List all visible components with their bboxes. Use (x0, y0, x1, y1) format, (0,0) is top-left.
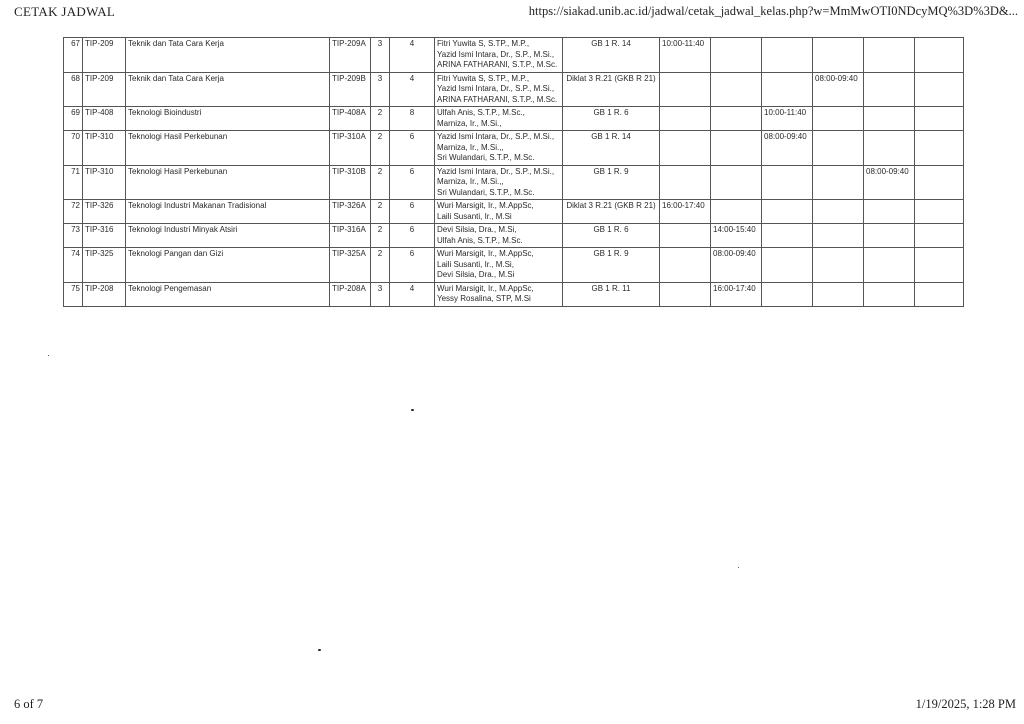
semester: 6 (390, 224, 435, 248)
time-slot (915, 200, 964, 224)
page-title: CETAK JADWAL (14, 4, 116, 19)
table-row (64, 200, 964, 224)
time-slot (762, 248, 813, 283)
row-number: 74 (64, 248, 83, 283)
lecturer-name: Yazid Ismi Intara, Dr., S.P., M.Si., (437, 166, 555, 176)
lecturers (435, 38, 563, 73)
lecturer-name: Yazid Ismi Intara, Dr., S.P., M.Si., (437, 49, 555, 59)
course-name: Teknologi Bioindustri (126, 107, 330, 131)
time-slot (864, 131, 915, 166)
lecturer-name: Laili Susanti, Ir., M.Si, (437, 259, 514, 269)
credits: 2 (371, 165, 390, 200)
time-slot (864, 38, 915, 73)
scan-speck (48, 355, 49, 356)
time-slot: 16:00-17:40 (660, 200, 711, 224)
time-slot (711, 72, 762, 107)
table-row (64, 224, 964, 248)
course-code: TIP-310 (83, 131, 126, 166)
time-slot: 16:00-17:40 (711, 282, 762, 306)
lecturer-name: Wuri Marsigit, Ir., M.AppSc, (437, 283, 534, 293)
time-slot (660, 107, 711, 131)
time-slot (813, 224, 864, 248)
class-code: TIP-209A (330, 38, 371, 73)
room: GB 1 R. 6 (563, 107, 660, 131)
lecturer-name: Yessy Rosalina, STP, M.Si (437, 294, 531, 303)
course-name: Teknologi Pengemasan (126, 282, 330, 306)
course-name: Teknologi Hasil Perkebunan (126, 131, 330, 166)
room: GB 1 R. 9 (563, 165, 660, 200)
semester: 6 (390, 248, 435, 283)
time-slot (813, 248, 864, 283)
course-code: TIP-310 (83, 165, 126, 200)
room: Diklat 3 R.21 (GKB R 21) (563, 72, 660, 107)
class-code: TIP-325A (330, 248, 371, 283)
time-slot (660, 248, 711, 283)
time-slot (813, 282, 864, 306)
lecturer-name: Marniza, Ir., M.Si.,, (437, 142, 504, 152)
time-slot (660, 165, 711, 200)
lecturer-name: Marniza, Ir., M.Si.,, (437, 177, 504, 186)
credits: 2 (371, 200, 390, 224)
row-number: 71 (64, 165, 83, 200)
credits: 2 (371, 107, 390, 131)
room: GB 1 R. 11 (563, 282, 660, 306)
table-row (64, 72, 964, 107)
print-datetime: 1/19/2025, 1:28 PM (915, 697, 1016, 711)
room: GB 1 R. 6 (563, 224, 660, 248)
row-number: 72 (64, 200, 83, 224)
lecturer-name: Ulfah Anis, S.T.P., M.Sc., (437, 108, 525, 117)
time-slot (762, 282, 813, 306)
lecturer-name: Yazid Ismi Intara, Dr., S.P., M.Si., (437, 132, 555, 141)
lecturer-name: Fitri Yuwita S, S.TP., M.P., (437, 73, 530, 83)
time-slot (864, 72, 915, 107)
time-slot (762, 165, 813, 200)
table-row (64, 282, 964, 306)
semester: 6 (390, 131, 435, 166)
time-slot (660, 131, 711, 166)
lecturer-name: Ulfah Anis, S.T.P., M.Sc. (437, 235, 523, 245)
time-slot (864, 248, 915, 283)
time-slot (711, 200, 762, 224)
lecturer-name: Marniza, Ir., M.Si., (437, 118, 502, 128)
time-slot (660, 282, 711, 306)
lecturers (435, 165, 563, 200)
table-row (64, 165, 964, 200)
semester: 6 (390, 200, 435, 224)
time-slot (762, 224, 813, 248)
semester: 4 (390, 38, 435, 73)
time-slot (813, 165, 864, 200)
course-name: Teknologi Industri Makanan Tradisional (126, 200, 330, 224)
course-code: TIP-209 (83, 38, 126, 73)
table-row (64, 38, 964, 73)
lecturer-name: Wuri Marsigit, Ir., M.AppSc, (437, 201, 534, 210)
row-number: 75 (64, 282, 83, 306)
course-code: TIP-208 (83, 282, 126, 306)
lecturers (435, 200, 563, 224)
credits: 2 (371, 224, 390, 248)
time-slot (915, 248, 964, 283)
time-slot: 08:00-09:40 (762, 131, 813, 166)
lecturers (435, 107, 563, 131)
time-slot (813, 200, 864, 224)
row-number: 68 (64, 72, 83, 107)
time-slot (711, 131, 762, 166)
time-slot (660, 224, 711, 248)
time-slot (915, 72, 964, 107)
schedule-table (63, 37, 964, 307)
room: GB 1 R. 14 (563, 38, 660, 73)
time-slot (813, 107, 864, 131)
time-slot (762, 72, 813, 107)
semester: 6 (390, 165, 435, 200)
lecturer-name: Devi Silsia, Dra., M.Si (437, 270, 515, 279)
lecturer-name: Sri Wulandari, S.T.P., M.Sc. (437, 187, 535, 197)
class-code: TIP-209B (330, 72, 371, 107)
lecturer-name: ARINA FATHARANI, S.T.P., M.Sc. (437, 94, 558, 104)
class-code: TIP-408A (330, 107, 371, 131)
time-slot (813, 38, 864, 73)
time-slot: 08:00-09:40 (864, 165, 915, 200)
time-slot (864, 282, 915, 306)
course-name: Teknologi Hasil Perkebunan (126, 165, 330, 200)
class-code: TIP-316A (330, 224, 371, 248)
time-slot: 14:00-15:40 (711, 224, 762, 248)
table-row (64, 131, 964, 166)
time-slot (864, 200, 915, 224)
lecturer-name: Wuri Marsigit, Ir., M.AppSc, (437, 249, 534, 258)
class-code: TIP-310B (330, 165, 371, 200)
lecturer-name: Fitri Yuwita S, S.TP., M.P., (437, 39, 530, 48)
time-slot (915, 282, 964, 306)
time-slot (864, 107, 915, 131)
class-code: TIP-208A (330, 282, 371, 306)
time-slot (711, 107, 762, 131)
lecturer-name: Yazid Ismi Intara, Dr., S.P., M.Si., (437, 84, 555, 93)
page-number: 6 of 7 (14, 697, 44, 711)
time-slot (711, 165, 762, 200)
room: Diklat 3 R.21 (GKB R 21) (563, 200, 660, 224)
time-slot (711, 38, 762, 73)
semester: 4 (390, 72, 435, 107)
class-code: TIP-310A (330, 131, 371, 166)
lecturers (435, 224, 563, 248)
page-url: https://siakad.unib.ac.id/jadwal/cetak_jadwal_kelas.php?w=MmMwOTI0NDcyMQ%3D%3D&... (528, 4, 1018, 18)
room: GB 1 R. 14 (563, 131, 660, 166)
lecturer-name: Laili Susanti, Ir., M.Si (437, 211, 512, 221)
credits: 3 (371, 72, 390, 107)
time-slot (864, 224, 915, 248)
course-code: TIP-209 (83, 72, 126, 107)
time-slot (762, 38, 813, 73)
course-name: Teknik dan Tata Cara Kerja (126, 72, 330, 107)
row-number: 73 (64, 224, 83, 248)
time-slot: 08:00-09:40 (711, 248, 762, 283)
time-slot (915, 165, 964, 200)
lecturers (435, 248, 563, 283)
time-slot (915, 224, 964, 248)
course-code: TIP-326 (83, 200, 126, 224)
credits: 3 (371, 38, 390, 73)
lecturers (435, 72, 563, 107)
time-slot (915, 38, 964, 73)
credits: 3 (371, 282, 390, 306)
time-slot: 10:00-11:40 (660, 38, 711, 73)
room: GB 1 R. 9 (563, 248, 660, 283)
time-slot: 08:00-09:40 (813, 72, 864, 107)
time-slot (915, 131, 964, 166)
lecturers (435, 131, 563, 166)
time-slot (762, 200, 813, 224)
lecturer-name: ARINA FATHARANI, S.T.P., M.Sc. (437, 60, 558, 69)
course-code: TIP-325 (83, 248, 126, 283)
scan-speck (738, 567, 739, 568)
course-name: Teknologi Pangan dan Gizi (126, 248, 330, 283)
row-number: 70 (64, 131, 83, 166)
lecturer-name: Devi Silsia, Dra., M.Si, (437, 225, 517, 234)
scan-speck (318, 649, 321, 651)
scan-speck (411, 409, 414, 411)
time-slot: 10:00-11:40 (762, 107, 813, 131)
row-number: 69 (64, 107, 83, 131)
credits: 2 (371, 131, 390, 166)
course-name: Teknologi Industri Minyak Atsiri (126, 224, 330, 248)
time-slot (813, 131, 864, 166)
semester: 8 (390, 107, 435, 131)
course-name: Teknik dan Tata Cara Kerja (126, 38, 330, 73)
table-row (64, 248, 964, 283)
class-code: TIP-326A (330, 200, 371, 224)
credits: 2 (371, 248, 390, 283)
time-slot (660, 72, 711, 107)
lecturers (435, 282, 563, 306)
row-number: 67 (64, 38, 83, 73)
lecturer-name: Sri Wulandari, S.T.P., M.Sc. (437, 153, 535, 162)
course-code: TIP-408 (83, 107, 126, 131)
semester: 4 (390, 282, 435, 306)
time-slot (915, 107, 964, 131)
course-code: TIP-316 (83, 224, 126, 248)
table-row (64, 107, 964, 131)
